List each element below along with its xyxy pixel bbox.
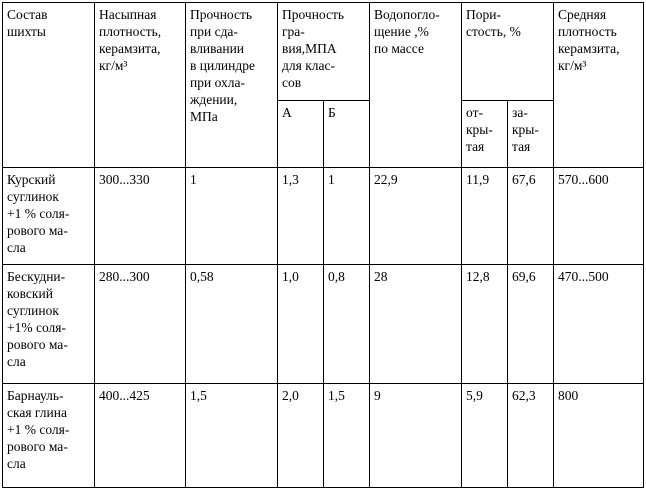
cell-compressive-strength: 1: [186, 168, 278, 265]
cell-porosity-closed: 67,6: [508, 168, 554, 265]
cell-composition: Курский суглинок +1 % соля- рового ма- сла: [3, 168, 95, 265]
cell-class-a: 1,0: [278, 265, 324, 384]
cell-water-absorption: 9: [370, 384, 462, 488]
cell-bulk-density: 280...300: [95, 265, 186, 384]
properties-table: [2, 2, 644, 488]
header-compressive-strength: Прочность при сда- вливании в цилиндре при охла- ждении, МПа: [186, 3, 278, 168]
cell-porosity-open: 5,9: [462, 384, 508, 488]
header-porosity-open: от- кры- тая: [462, 101, 508, 168]
cell-bulk-density: 300...330: [95, 168, 186, 265]
header-composition: Состав шихты: [3, 3, 95, 168]
cell-porosity-open: 11,9: [462, 168, 508, 265]
header-average-density: Средняя плотность керамзита, кг/м³: [554, 3, 644, 168]
header-porosity: Пори- стость, %: [462, 3, 554, 101]
cell-composition: Барнауль- ская глина +1 % соля- рового ма- сла: [3, 384, 95, 488]
header-gravel-strength: Прочность гра- вия,МПА для клас- сов: [278, 3, 370, 101]
cell-average-density: 470...500: [554, 265, 644, 384]
cell-water-absorption: 22,9: [370, 168, 462, 265]
cell-compressive-strength: 1,5: [186, 384, 278, 488]
cell-class-b: 0,8: [324, 265, 370, 384]
header-porosity-closed: за- кры- тая: [508, 101, 554, 168]
header-bulk-density: Насыпная плотность, керамзита, кг/м³: [95, 3, 186, 168]
header-class-a: А: [278, 101, 324, 168]
header-class-b: Б: [324, 101, 370, 168]
cell-water-absorption: 28: [370, 265, 462, 384]
cell-average-density: 570...600: [554, 168, 644, 265]
cell-average-density: 800: [554, 384, 644, 488]
cell-porosity-closed: 62,3: [508, 384, 554, 488]
cell-porosity-closed: 69,6: [508, 265, 554, 384]
table-row: [3, 168, 644, 265]
cell-class-a: 2,0: [278, 384, 324, 488]
cell-bulk-density: 400...425: [95, 384, 186, 488]
cell-class-b: 1: [324, 168, 370, 265]
cell-porosity-open: 12,8: [462, 265, 508, 384]
cell-compressive-strength: 0,58: [186, 265, 278, 384]
header-water-absorption: Водопогло- щение ,% по массе: [370, 3, 462, 168]
table-row: [3, 265, 644, 384]
cell-class-a: 1,3: [278, 168, 324, 265]
cell-composition: Бескудни- ковский суглинок +1% соля- рового ма- сла: [3, 265, 95, 384]
cell-class-b: 1,5: [324, 384, 370, 488]
table-row: [3, 384, 644, 488]
